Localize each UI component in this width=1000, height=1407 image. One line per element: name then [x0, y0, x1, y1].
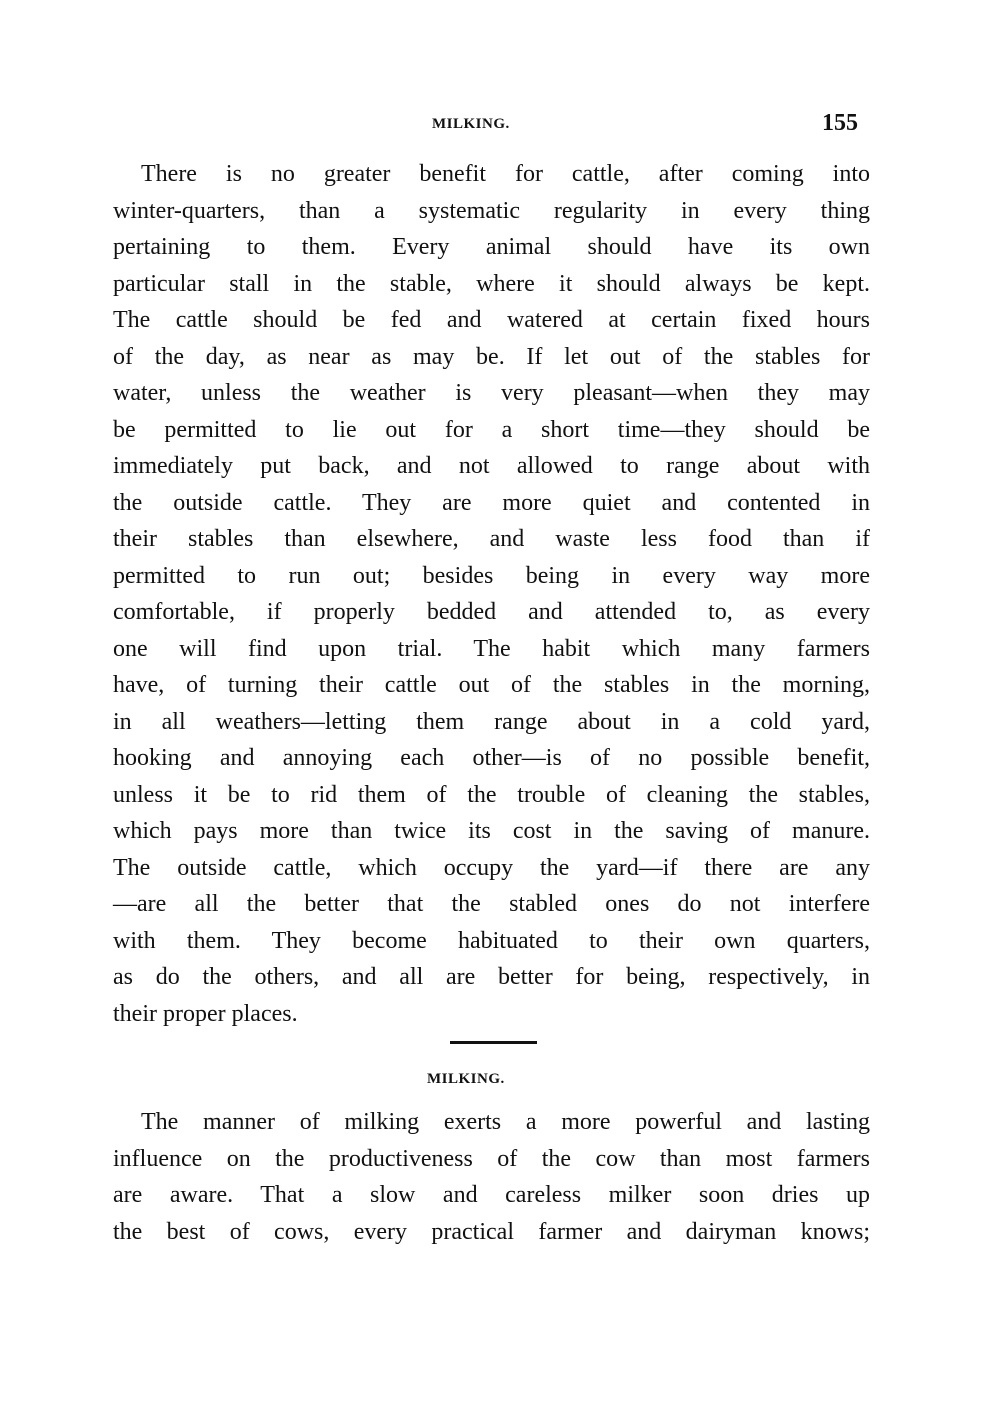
text-line: The outside cattle, which occupy the yard—if there are any	[113, 854, 870, 881]
text-line: pertaining to them. Every animal should have its own	[113, 234, 870, 260]
text-line: their stables than elsewhere, and waste less food than if	[113, 526, 870, 552]
section-divider	[450, 1041, 537, 1044]
text-line: The cattle should be fed and watered at certain fixed hours	[113, 307, 870, 333]
text-line: be permitted to lie out for a short time—they should be	[113, 416, 870, 443]
text-line: hooking and annoying each other—is of no possible benefit,	[113, 745, 870, 771]
text-line: —are all the better that the stabled ones do not interfere	[113, 891, 870, 917]
text-line: winter-quarters, than a systematic regularity in every thing	[113, 197, 870, 224]
text-line: which pays more than twice its cost in the saving of manure.	[113, 818, 870, 844]
text-line: the best of cows, every practical farmer and dairyman knows;	[113, 1218, 870, 1245]
text-line: immediately put back, and not allowed to range about with	[113, 453, 870, 479]
text-line: particular stall in the stable, where it should always be kept.	[113, 270, 870, 297]
text-line: with them. They become habituated to their own quarters,	[113, 927, 870, 954]
text-line: of the day, as near as may be. If let out of the stables for	[113, 343, 870, 370]
text-line: the outside cattle. They are more quiet and contented in	[113, 489, 870, 516]
text-line: The manner of milking exerts a more powerful and lasting	[141, 1109, 870, 1135]
running-head-title: MILKING.	[432, 116, 510, 132]
text-line: as do the others, and all are better for being, respectively, in	[113, 964, 870, 990]
text-line: permitted to run out; besides being in every way more	[113, 562, 870, 589]
text-line: water, unless the weather is very pleasant—when they may	[113, 380, 870, 406]
text-line: one will find upon trial. The habit which many farmers	[113, 635, 870, 662]
text-line: comfortable, if properly bedded and attended to, as every	[113, 599, 870, 625]
text-line: in all weathers—letting them range about in a cold yard,	[113, 708, 870, 735]
text-line: have, of turning their cattle out of the stables in the morning,	[113, 672, 870, 698]
text-line: their proper places.	[113, 1000, 298, 1027]
running-head	[0, 112, 1000, 142]
section-heading: MILKING.	[427, 1071, 505, 1087]
text-line: are aware. That a slow and careless milker soon dries up	[113, 1182, 870, 1208]
paragraph-stabling	[113, 156, 870, 1032]
page-number: 155	[822, 110, 858, 136]
text-line: There is no greater benefit for cattle, after coming into	[141, 161, 870, 187]
text-line: influence on the productiveness of the cow than most farmers	[113, 1145, 870, 1172]
text-line: unless it be to rid them of the trouble of cleaning the stables,	[113, 781, 870, 808]
paragraph-milking	[113, 1104, 870, 1250]
